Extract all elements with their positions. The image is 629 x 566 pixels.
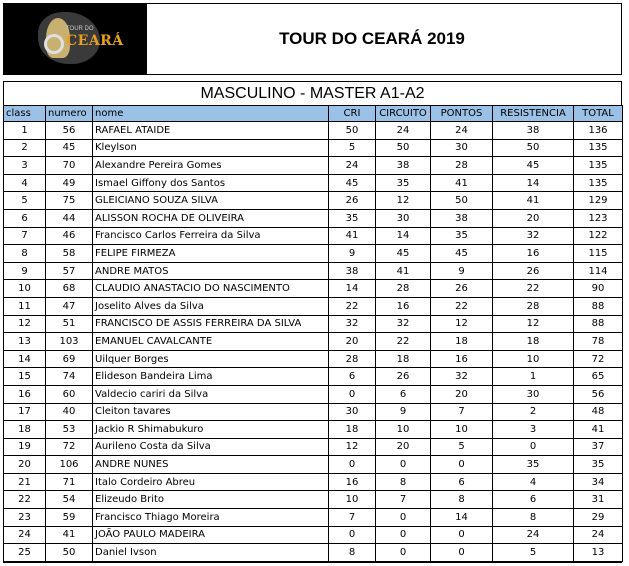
table-row bbox=[4, 297, 623, 315]
cell-nome: ANDRE MATOS bbox=[93, 262, 329, 280]
cell-pontos: 9 bbox=[431, 262, 493, 280]
cell-resistencia: 5 bbox=[493, 544, 574, 562]
cell-total: 88 bbox=[574, 315, 623, 333]
cell-class: 3 bbox=[4, 157, 46, 175]
cell-resistencia: 50 bbox=[493, 139, 574, 157]
cell-pontos: 32 bbox=[431, 368, 493, 386]
cell-cri: 24 bbox=[329, 157, 376, 175]
header-row bbox=[3, 3, 622, 75]
cell-nome: FELIPE FIRMEZA bbox=[93, 245, 329, 263]
tour-logo bbox=[4, 4, 147, 74]
cell-total: 31 bbox=[574, 491, 623, 509]
cell-nome: Elizeudo Brito bbox=[93, 491, 329, 509]
cell-numero: 47 bbox=[46, 297, 93, 315]
cell-nome: Valdecio cariri da Silva bbox=[93, 385, 329, 403]
wheel-icon bbox=[44, 34, 64, 54]
cell-circuito: 22 bbox=[376, 333, 431, 351]
cell-pontos: 30 bbox=[431, 139, 493, 157]
cell-pontos: 12 bbox=[431, 315, 493, 333]
cell-nome: FRANCISCO DE ASSIS FERREIRA DA SILVA bbox=[93, 315, 329, 333]
cell-circuito: 7 bbox=[376, 491, 431, 509]
cell-cri: 41 bbox=[329, 227, 376, 245]
cell-pontos: 41 bbox=[431, 174, 493, 192]
cell-total: 48 bbox=[574, 403, 623, 421]
cell-pontos: 18 bbox=[431, 333, 493, 351]
cell-resistencia: 22 bbox=[493, 280, 574, 298]
cell-nome: Joselito Alves da Silva bbox=[93, 297, 329, 315]
cell-cri: 5 bbox=[329, 139, 376, 157]
cell-pontos: 0 bbox=[431, 544, 493, 562]
cell-numero: 69 bbox=[46, 350, 93, 368]
cell-class: 12 bbox=[4, 315, 46, 333]
cell-class: 21 bbox=[4, 473, 46, 491]
cell-resistencia: 14 bbox=[493, 174, 574, 192]
cell-total: 56 bbox=[574, 385, 623, 403]
cell-cri: 26 bbox=[329, 192, 376, 210]
cell-class: 23 bbox=[4, 509, 46, 527]
cell-circuito: 45 bbox=[376, 245, 431, 263]
cell-cri: 0 bbox=[329, 385, 376, 403]
cell-pontos: 24 bbox=[431, 122, 493, 140]
cell-circuito: 50 bbox=[376, 139, 431, 157]
cell-numero: 56 bbox=[46, 122, 93, 140]
cell-numero: 75 bbox=[46, 192, 93, 210]
table-row bbox=[4, 209, 623, 227]
table-row bbox=[4, 403, 623, 421]
cell-nome: Elideson Bandeira Lima bbox=[93, 368, 329, 386]
cell-total: 122 bbox=[574, 227, 623, 245]
cell-circuito: 32 bbox=[376, 315, 431, 333]
cell-numero: 60 bbox=[46, 385, 93, 403]
cell-cri: 30 bbox=[329, 403, 376, 421]
col-header-resistencia: RESISTENCIA bbox=[493, 106, 574, 122]
logo-small-text: TOUR DO bbox=[66, 26, 94, 32]
cell-circuito: 0 bbox=[376, 456, 431, 474]
cell-total: 29 bbox=[574, 509, 623, 527]
cell-circuito: 9 bbox=[376, 403, 431, 421]
cell-total: 115 bbox=[574, 245, 623, 263]
cell-cri: 38 bbox=[329, 262, 376, 280]
cell-numero: 57 bbox=[46, 262, 93, 280]
cell-resistencia: 38 bbox=[493, 122, 574, 140]
cell-numero: 46 bbox=[46, 227, 93, 245]
cell-numero: 68 bbox=[46, 280, 93, 298]
cell-total: 135 bbox=[574, 157, 623, 175]
cell-resistencia: 6 bbox=[493, 491, 574, 509]
cell-cri: 45 bbox=[329, 174, 376, 192]
cell-total: 13 bbox=[574, 544, 623, 562]
cell-numero: 40 bbox=[46, 403, 93, 421]
table-row bbox=[4, 473, 623, 491]
cell-total: 24 bbox=[574, 526, 623, 544]
cell-class: 5 bbox=[4, 192, 46, 210]
cell-pontos: 16 bbox=[431, 350, 493, 368]
cell-nome: Aurileno Costa da Silva bbox=[93, 438, 329, 456]
table-row bbox=[4, 122, 623, 140]
cell-nome: Ismael Giffony dos Santos bbox=[93, 174, 329, 192]
cell-circuito: 24 bbox=[376, 122, 431, 140]
cell-nome: Francisco Carlos Ferreira da Silva bbox=[93, 227, 329, 245]
cell-pontos: 6 bbox=[431, 473, 493, 491]
cell-numero: 59 bbox=[46, 509, 93, 527]
cell-total: 114 bbox=[574, 262, 623, 280]
cell-total: 34 bbox=[574, 473, 623, 491]
cell-class: 7 bbox=[4, 227, 46, 245]
cell-circuito: 6 bbox=[376, 385, 431, 403]
cell-pontos: 28 bbox=[431, 157, 493, 175]
cell-total: 123 bbox=[574, 209, 623, 227]
cell-pontos: 22 bbox=[431, 297, 493, 315]
cell-nome: Alexandre Pereira Gomes bbox=[93, 157, 329, 175]
cell-resistencia: 32 bbox=[493, 227, 574, 245]
cell-cri: 20 bbox=[329, 333, 376, 351]
cell-pontos: 35 bbox=[431, 227, 493, 245]
cell-total: 90 bbox=[574, 280, 623, 298]
table-row bbox=[4, 315, 623, 333]
cell-cri: 6 bbox=[329, 368, 376, 386]
cell-circuito: 20 bbox=[376, 438, 431, 456]
cell-pontos: 26 bbox=[431, 280, 493, 298]
cell-class: 9 bbox=[4, 262, 46, 280]
table-row bbox=[4, 333, 623, 351]
cell-circuito: 0 bbox=[376, 526, 431, 544]
cell-nome: ANDRE NUNES bbox=[93, 456, 329, 474]
cell-circuito: 0 bbox=[376, 544, 431, 562]
cell-circuito: 14 bbox=[376, 227, 431, 245]
table-header-row bbox=[4, 106, 623, 122]
cell-numero: 41 bbox=[46, 526, 93, 544]
cell-cri: 16 bbox=[329, 473, 376, 491]
cell-nome: Daniel Ivson bbox=[93, 544, 329, 562]
cell-circuito: 41 bbox=[376, 262, 431, 280]
cell-numero: 53 bbox=[46, 421, 93, 439]
cell-cri: 0 bbox=[329, 526, 376, 544]
table-row bbox=[4, 368, 623, 386]
cell-total: 78 bbox=[574, 333, 623, 351]
table-row bbox=[4, 509, 623, 527]
cell-cri: 28 bbox=[329, 350, 376, 368]
table-row bbox=[4, 245, 623, 263]
cell-total: 129 bbox=[574, 192, 623, 210]
cell-nome: ALISSON ROCHA DE OLIVEIRA bbox=[93, 209, 329, 227]
cell-cri: 10 bbox=[329, 491, 376, 509]
cell-nome: CLAUDIO ANASTACIO DO NASCIMENTO bbox=[93, 280, 329, 298]
table-row bbox=[4, 385, 623, 403]
cell-nome: Kleylson bbox=[93, 139, 329, 157]
cell-total: 35 bbox=[574, 456, 623, 474]
cell-class: 4 bbox=[4, 174, 46, 192]
cell-class: 10 bbox=[4, 280, 46, 298]
cell-numero: 44 bbox=[46, 209, 93, 227]
cell-cri: 0 bbox=[329, 456, 376, 474]
results-table bbox=[3, 105, 623, 562]
cell-nome: Jackio R Shimabukuro bbox=[93, 421, 329, 439]
table-row bbox=[4, 280, 623, 298]
cell-numero: 58 bbox=[46, 245, 93, 263]
cell-resistencia: 2 bbox=[493, 403, 574, 421]
cell-cri: 9 bbox=[329, 245, 376, 263]
cell-circuito: 10 bbox=[376, 421, 431, 439]
table-row bbox=[4, 192, 623, 210]
cell-class: 8 bbox=[4, 245, 46, 263]
cell-pontos: 0 bbox=[431, 456, 493, 474]
cell-class: 11 bbox=[4, 297, 46, 315]
cell-nome: Cleiton tavares bbox=[93, 403, 329, 421]
table-row bbox=[4, 421, 623, 439]
col-header-pontos: PONTOS bbox=[431, 106, 493, 122]
col-header-class: class bbox=[4, 106, 46, 122]
bottom-border bbox=[3, 562, 622, 563]
cell-nome: GLEICIANO SOUZA SILVA bbox=[93, 192, 329, 210]
cell-pontos: 7 bbox=[431, 403, 493, 421]
cell-resistencia: 20 bbox=[493, 209, 574, 227]
col-header-cri: CRI bbox=[329, 106, 376, 122]
cell-cri: 22 bbox=[329, 297, 376, 315]
cell-resistencia: 4 bbox=[493, 473, 574, 491]
cell-resistencia: 26 bbox=[493, 262, 574, 280]
cell-pontos: 0 bbox=[431, 526, 493, 544]
cell-circuito: 35 bbox=[376, 174, 431, 192]
cell-pontos: 45 bbox=[431, 245, 493, 263]
cell-nome: Italo Cordeiro Abreu bbox=[93, 473, 329, 491]
cell-class: 14 bbox=[4, 350, 46, 368]
cell-resistencia: 0 bbox=[493, 438, 574, 456]
cell-resistencia: 16 bbox=[493, 245, 574, 263]
cell-cri: 50 bbox=[329, 122, 376, 140]
cell-class: 22 bbox=[4, 491, 46, 509]
cell-circuito: 30 bbox=[376, 209, 431, 227]
cell-nome: Uilquer Borges bbox=[93, 350, 329, 368]
table-row bbox=[4, 544, 623, 562]
logo-text: CEARÁ bbox=[66, 33, 124, 49]
cell-numero: 74 bbox=[46, 368, 93, 386]
cell-class: 25 bbox=[4, 544, 46, 562]
cell-cri: 14 bbox=[329, 280, 376, 298]
cell-circuito: 16 bbox=[376, 297, 431, 315]
cell-pontos: 38 bbox=[431, 209, 493, 227]
table-row bbox=[4, 262, 623, 280]
cell-resistencia: 12 bbox=[493, 315, 574, 333]
table-row bbox=[4, 174, 623, 192]
col-header-numero: numero bbox=[46, 106, 93, 122]
cell-numero: 106 bbox=[46, 456, 93, 474]
table-row bbox=[4, 157, 623, 175]
cell-cri: 8 bbox=[329, 544, 376, 562]
table-row bbox=[4, 491, 623, 509]
cell-class: 6 bbox=[4, 209, 46, 227]
cell-total: 88 bbox=[574, 297, 623, 315]
cell-pontos: 5 bbox=[431, 438, 493, 456]
cell-cri: 12 bbox=[329, 438, 376, 456]
cell-numero: 72 bbox=[46, 438, 93, 456]
cell-class: 15 bbox=[4, 368, 46, 386]
page-title: TOUR DO CEARÁ 2019 bbox=[279, 29, 465, 48]
cell-pontos: 50 bbox=[431, 192, 493, 210]
cell-pontos: 10 bbox=[431, 421, 493, 439]
cell-numero: 49 bbox=[46, 174, 93, 192]
cell-numero: 50 bbox=[46, 544, 93, 562]
cell-class: 1 bbox=[4, 122, 46, 140]
cell-resistencia: 35 bbox=[493, 456, 574, 474]
table-row bbox=[4, 139, 623, 157]
cell-pontos: 14 bbox=[431, 509, 493, 527]
cell-resistencia: 3 bbox=[493, 421, 574, 439]
cell-circuito: 38 bbox=[376, 157, 431, 175]
cell-resistencia: 28 bbox=[493, 297, 574, 315]
col-header-nome: nome bbox=[93, 106, 329, 122]
cell-numero: 71 bbox=[46, 473, 93, 491]
cell-cri: 35 bbox=[329, 209, 376, 227]
cell-circuito: 26 bbox=[376, 368, 431, 386]
cell-nome: JOÃO PAULO MADEIRA bbox=[93, 526, 329, 544]
col-header-total: TOTAL bbox=[574, 106, 623, 122]
cell-resistencia: 24 bbox=[493, 526, 574, 544]
cell-nome: RAFAEL ATAIDE bbox=[93, 122, 329, 140]
cell-numero: 45 bbox=[46, 139, 93, 157]
cell-class: 20 bbox=[4, 456, 46, 474]
cell-circuito: 18 bbox=[376, 350, 431, 368]
cell-total: 41 bbox=[574, 421, 623, 439]
cell-resistencia: 30 bbox=[493, 385, 574, 403]
cell-resistencia: 45 bbox=[493, 157, 574, 175]
cell-total: 135 bbox=[574, 174, 623, 192]
cell-cri: 7 bbox=[329, 509, 376, 527]
cell-numero: 70 bbox=[46, 157, 93, 175]
cell-total: 136 bbox=[574, 122, 623, 140]
cell-class: 17 bbox=[4, 403, 46, 421]
cell-circuito: 12 bbox=[376, 192, 431, 210]
table-row bbox=[4, 526, 623, 544]
cell-resistencia: 18 bbox=[493, 333, 574, 351]
cell-class: 19 bbox=[4, 438, 46, 456]
col-header-circuito: CIRCUITO bbox=[376, 106, 431, 122]
cell-class: 24 bbox=[4, 526, 46, 544]
cell-nome: EMANUEL CAVALCANTE bbox=[93, 333, 329, 351]
cell-numero: 54 bbox=[46, 491, 93, 509]
cell-nome: Francisco Thiago Moreira bbox=[93, 509, 329, 527]
cell-class: 16 bbox=[4, 385, 46, 403]
cell-cri: 18 bbox=[329, 421, 376, 439]
cell-pontos: 20 bbox=[431, 385, 493, 403]
cell-resistencia: 1 bbox=[493, 368, 574, 386]
cell-circuito: 28 bbox=[376, 280, 431, 298]
cell-cri: 32 bbox=[329, 315, 376, 333]
cell-numero: 103 bbox=[46, 333, 93, 351]
cell-pontos: 8 bbox=[431, 491, 493, 509]
cell-class: 2 bbox=[4, 139, 46, 157]
cell-class: 18 bbox=[4, 421, 46, 439]
table-row bbox=[4, 456, 623, 474]
cell-circuito: 8 bbox=[376, 473, 431, 491]
category-title: MASCULINO - MASTER A1-A2 bbox=[3, 81, 622, 105]
cell-total: 72 bbox=[574, 350, 623, 368]
cell-numero: 51 bbox=[46, 315, 93, 333]
cell-resistencia: 10 bbox=[493, 350, 574, 368]
table-row bbox=[4, 227, 623, 245]
cell-resistencia: 8 bbox=[493, 509, 574, 527]
cell-resistencia: 41 bbox=[493, 192, 574, 210]
table-row bbox=[4, 438, 623, 456]
cell-class: 13 bbox=[4, 333, 46, 351]
cell-total: 37 bbox=[574, 438, 623, 456]
table-row bbox=[4, 350, 623, 368]
cell-total: 65 bbox=[574, 368, 623, 386]
cell-total: 135 bbox=[574, 139, 623, 157]
cell-circuito: 0 bbox=[376, 509, 431, 527]
